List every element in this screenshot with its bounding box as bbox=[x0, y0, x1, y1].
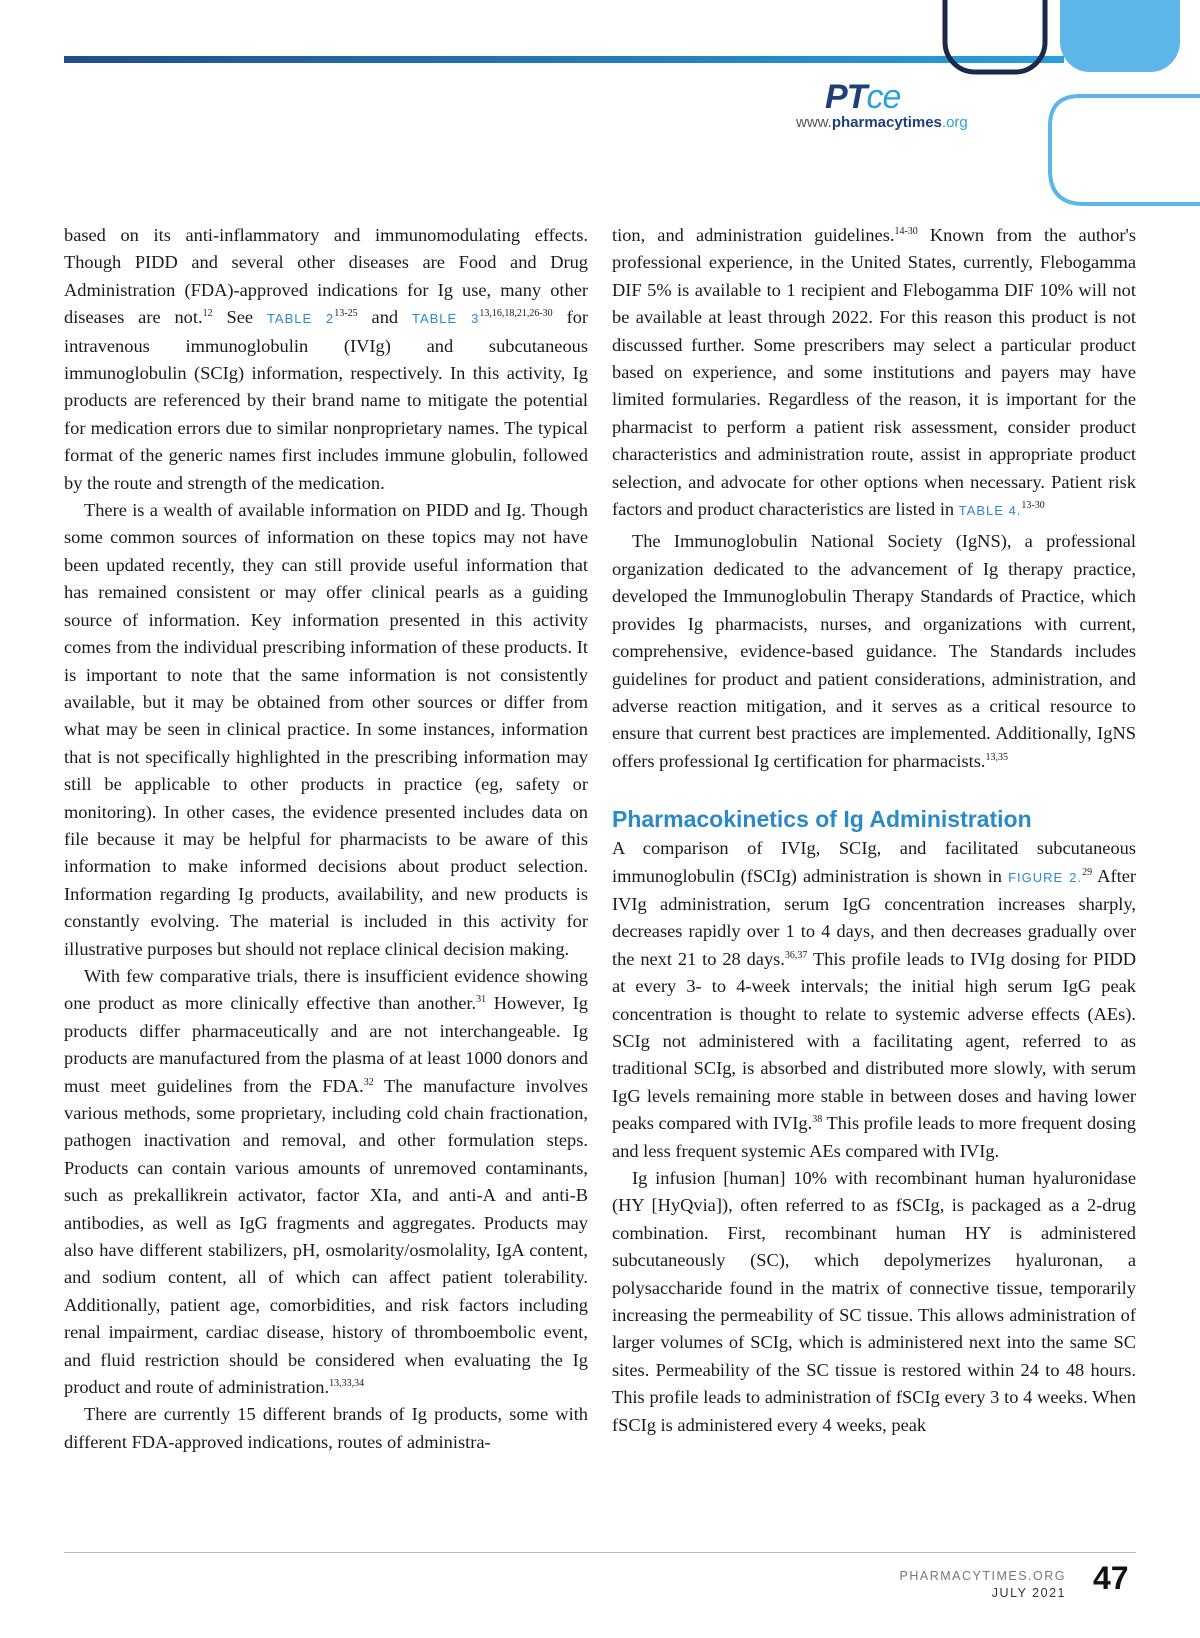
footer-site: PHARMACYTIMES.ORG bbox=[899, 1569, 1066, 1583]
paragraph: based on its anti-inflammatory and immunomodulating effects. Though PIDD and several other diseases are Food and Drug Administration (FDA)-approved indications for Ig use, many other diseases are not.$^{12}$ See TABLE 2$^{13-25}$ and TABLE 3$^{13,16,18,21,26-30}$ for intravenous immunoglobulin (IVIg) and subcutaneous immunoglobulin (SCIg) information, respectively. In this activity, Ig products are referenced by their brand name to mitigate the potential for medication errors due to similar nonproprietary names. The typical format of the generic names first includes immune globulin, followed by the route and strength of the medication. bbox=[64, 225, 589, 493]
header-rule bbox=[64, 56, 1064, 63]
ptce-logo: PTce bbox=[825, 78, 901, 116]
decorative-shapes bbox=[940, 0, 1200, 230]
paragraph: A comparison of IVIg, SCIg, and facilitated subcutaneous immunoglobulin (fSCIg) administration is shown in FIGURE 2.29 After IVIg administration, serum IgG concentration increases sharply, decreases rapidly over 1 to 4 days, and then decreases gradually over the next 21 to 28 days.$^{36,37}$ This profile leads to IVIg dosing for PIDD at every 3- to 4-week intervals; the initial high serum IgG peak concentration is thought to relate to systemic adverse effects (AEs). SCIg not administered with a facilitating agent, referred to as traditional SCIg, is absorbed and distributed more slowly, with serum IgG levels remaining more stable in between doses and having lower peaks compared with IVIg.$^{38}$ This profile leads to more frequent dosing and less frequent systemic AEs compared with IVIg. bbox=[612, 838, 1137, 1161]
paragraph: With few comparative trials, there is insufficient evidence showing one product as more clinically effective than another.$^{31}$ However, Ig products differ pharmaceutically and are not interchangeable. Ig products are manufactured from the plasma of at least 1000 donors and must meet guidelines from the FDA.$^{32}$ The manufacture involves various methods, some proprietary, including cold chain fractionation, pathogen inactivation and removal, and other formulation steps. Products can contain various amounts of unremoved contaminants, such as prekallikrein activator, factor XIa, and anti-A and anti-B antibodies, as well as IgG fragments and aggregates. Products may also have different stabilizers, pH, osmolarity/osmolality, IgA content, and sodium content, all of which can affect patient tolerability. Additionally, patient age, comorbidities, and risk factors including renal impairment, cardiac disease, history of thromboembolic event, and fluid restriction should be considered when evaluating the Ig product and route of administration.$^{13,33,34}$ bbox=[64, 965, 588, 1398]
table-2-reference[interactable]: TABLE 2 bbox=[266, 311, 335, 327]
footer-date: JULY 2021 bbox=[991, 1586, 1066, 1600]
site-url: www.pharmacytimes.org bbox=[796, 114, 968, 131]
left-column bbox=[64, 222, 588, 1456]
table-4-reference[interactable]: TABLE 4. bbox=[958, 503, 1022, 519]
paragraph: The Immunoglobulin National Society (IgNS), a professional organization dedicated to the advancement of Ig therapy practice, developed the Immunoglobulin Therapy Standards of Practice, which provides Ig pharmacists, nurses, and organizations with current, comprehensive, evidence-based guidance. The Standards includes guidelines for product and patient considerations, administration, and adverse reaction mitigation, and it serves as a critical resource to ensure that current best practices are implemented. Additionally, IgNS offers professional Ig certification for pharmacists.$^{13,35}$ bbox=[612, 531, 1136, 771]
paragraph: Ig infusion [human] 10% with recombinant human hyaluronidase (HY [HyQvia]), often referred to as fSCIg, is packaged as a 2-drug combination. First, recombinant human HY is administered subcutaneously (SC), which depolymerizes hyaluronan, a polysaccharide found in the matrix of connective tissue, temporarily increasing the permeability of SC tissue. This allows administration of larger volumes of SCIg, which is administered next into the same SC sites. Permeability of the SC tissue is restored within 24 to 48 hours. This profile leads to administration of fSCIg every 3 to 4 weeks. When fSCIg is administered every 4 weeks, peak bbox=[612, 1168, 1136, 1435]
footer-info bbox=[900, 1568, 1067, 1602]
paragraph: tion, and administration guidelines.$^{14-30}$ Known from the author's professional experience, in the United States, currently, Flebogamma DIF 5% is available to 1 recipient and Flebogamma DIF 10% will not be available at least through 2022. For this reason this product is not discussed further. Some prescribers may select a particular product based on experience, and some institutions and payers may have limited formularies. Regardless of the reason, it is important for the pharmacist to perform a patient risk assessment, consider product characteristics and administration route, assist in appropriate product selection, and advocate for other options when necessary. Patient risk factors and product characteristics are listed in TABLE 4.$^{13-30}$ bbox=[612, 225, 1136, 520]
figure-2-reference[interactable]: FIGURE 2. bbox=[1008, 869, 1083, 885]
table-3-reference[interactable]: TABLE 3 bbox=[411, 311, 480, 327]
footer-rule bbox=[64, 1552, 1136, 1553]
right-column bbox=[612, 222, 1136, 1439]
paragraph: There is a wealth of available information on PIDD and Ig. Though some common sources of information on these topics may not have been updated recently, they can still provide useful information that has remained consistent or may offer clinical pearls as a guiding source of information. Key information presented in this activity comes from the individual prescribing information of these products. It is important to note that the same information is not consistently available, but it may be obtained from other sources or differ from what may be seen in clinical practice. In some instances, information that is not specifically highlighted in the prescribing information may still be applicable to other products in practice (eg, safety or monitoring). In other cases, the evidence presented includes data on file because it may be helpful for pharmacists to be aware of this information to make informed decisions about product selection. Information regarding Ig products, availability, and new products is constantly evolving. The material is included in this activity for illustrative purposes but should not replace clinical decision making. bbox=[64, 500, 588, 959]
page-number: 47 bbox=[1093, 1560, 1129, 1596]
section-heading: Pharmacokinetics of Ig Administration bbox=[612, 806, 1032, 833]
paragraph: There are currently 15 different brands of Ig products, some with different FDA-approved indications, routes of administra- bbox=[64, 1404, 588, 1452]
